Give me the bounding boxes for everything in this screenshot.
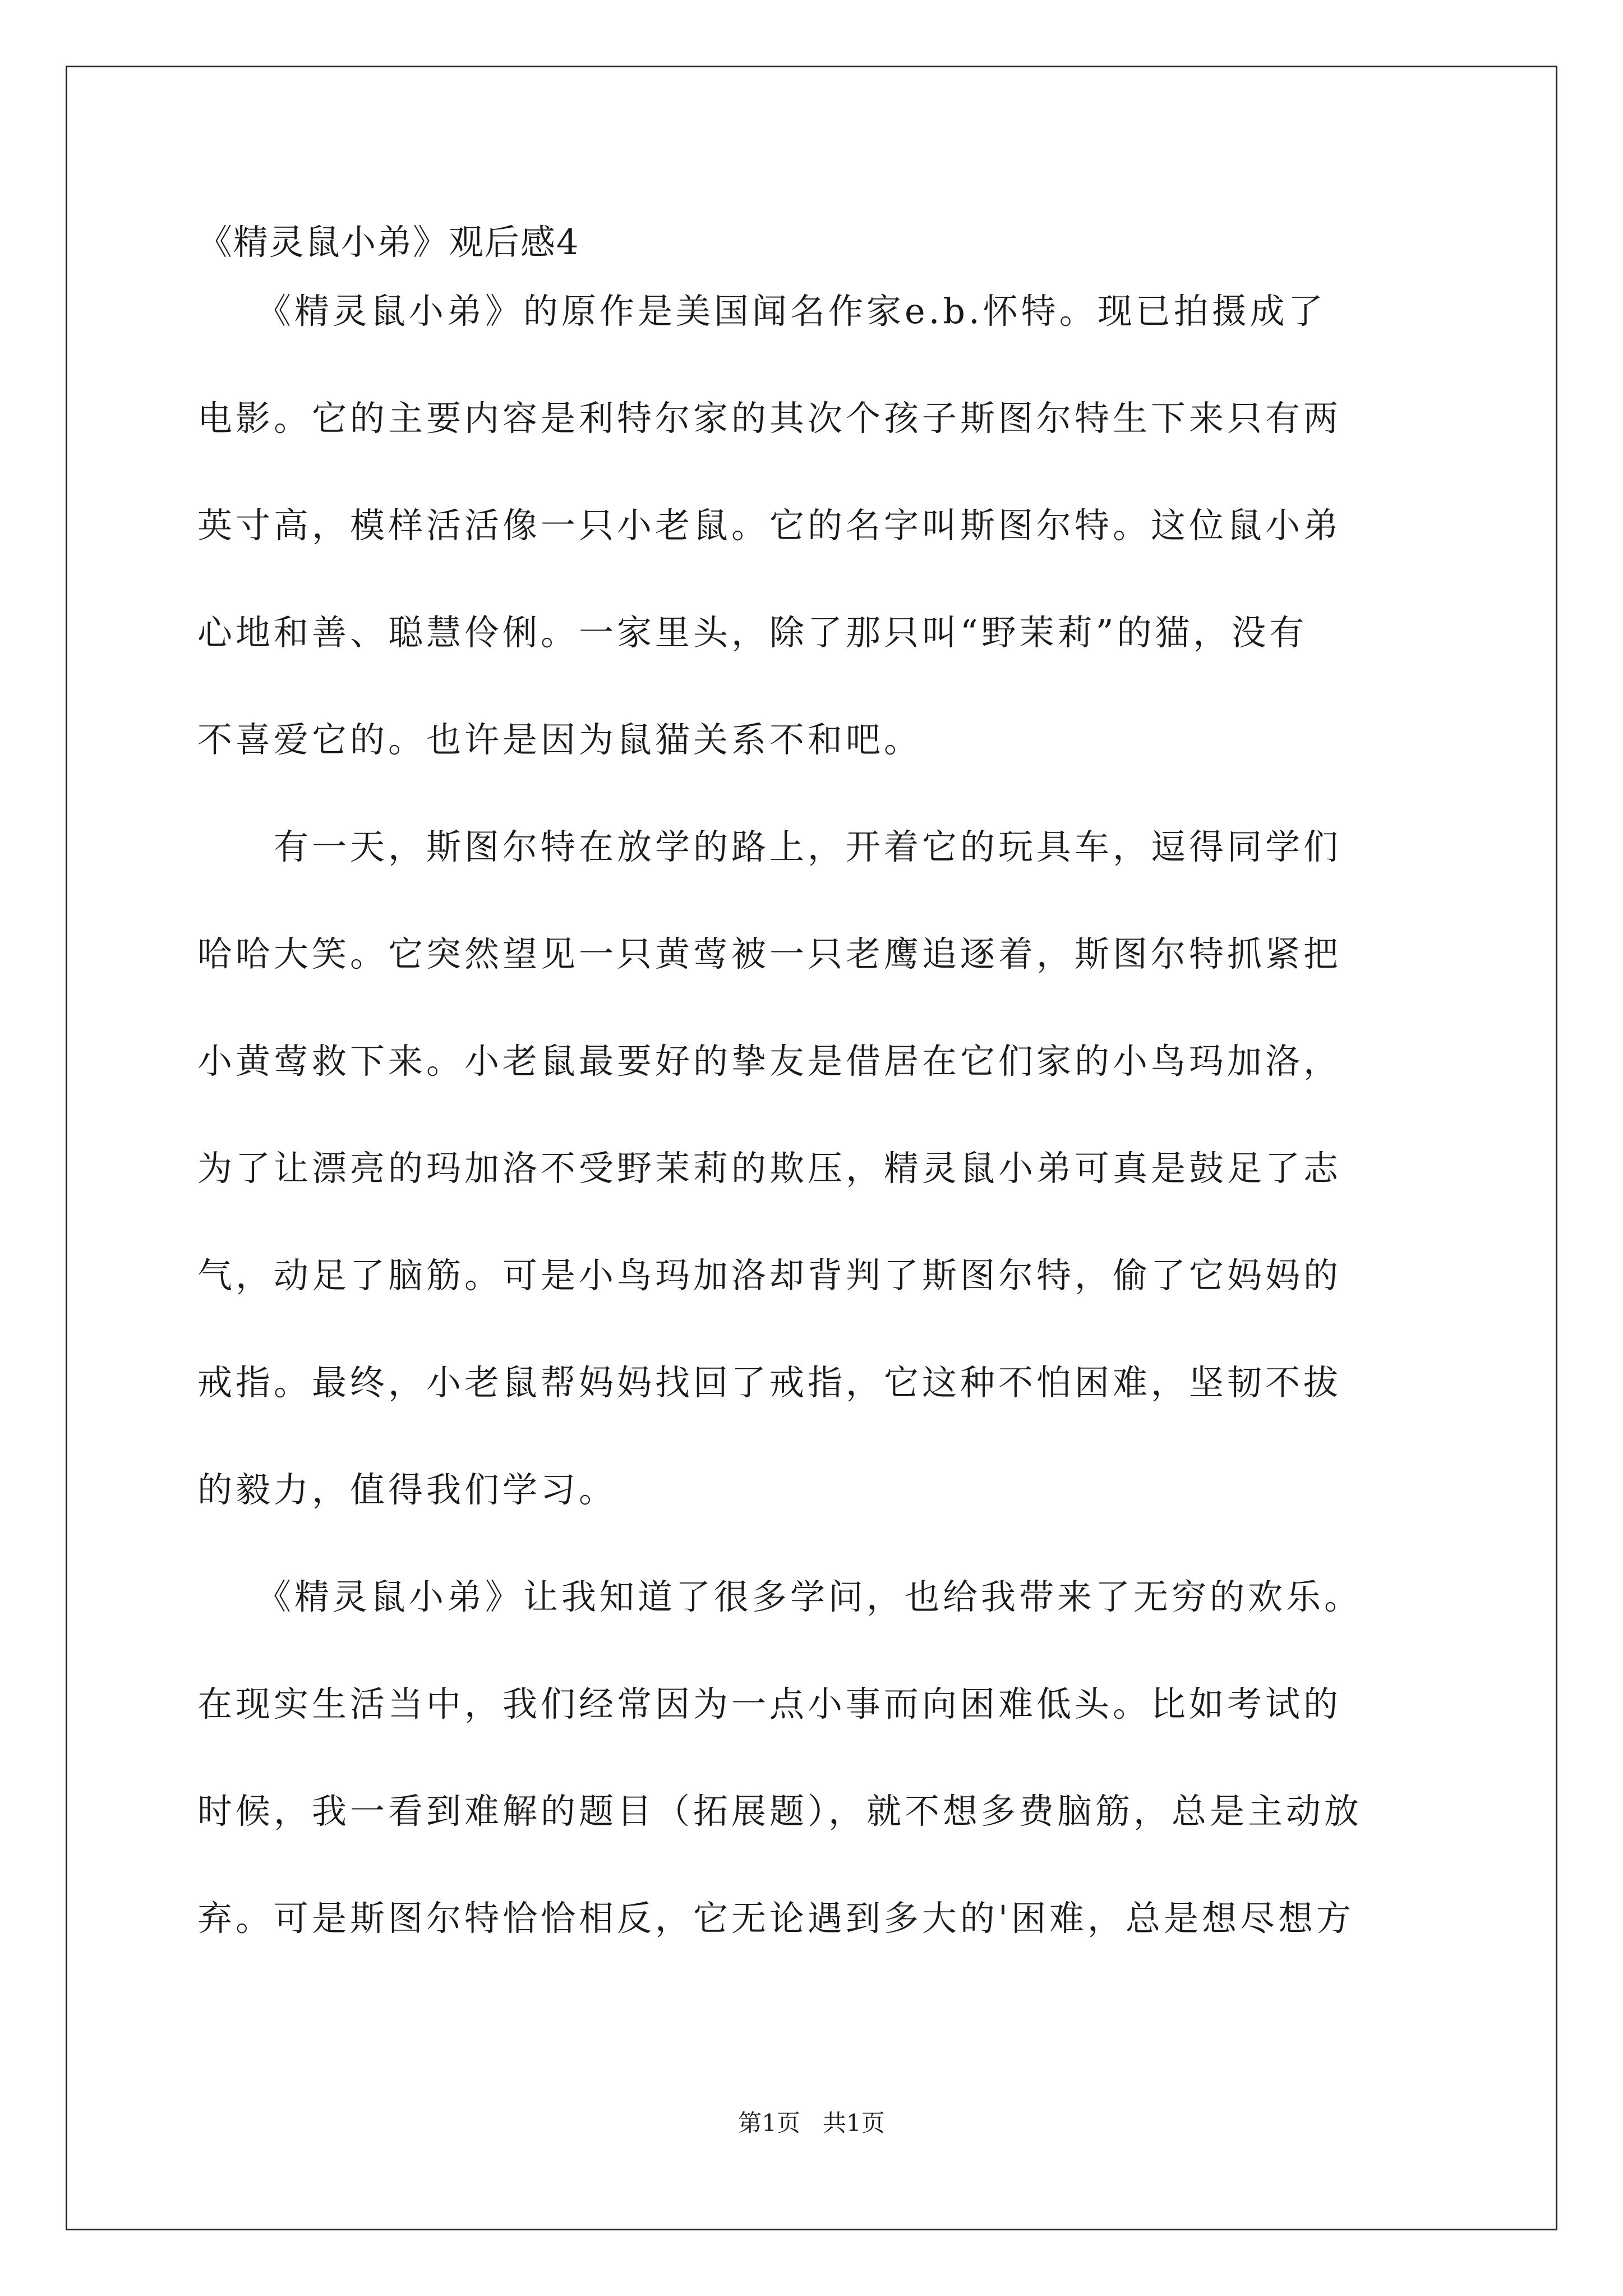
body-line: 的毅力，值得我们学习。 (197, 1469, 617, 1510)
body-line: 戒指。最终，小老鼠帮妈妈找回了戒指，它这种不怕困难，坚韧不拔 (197, 1362, 1342, 1403)
body-line: 时候，我一看到难解的题目（拓展题），就不想多费脑筋，总是主动放 (197, 1791, 1363, 1832)
page-footer: 第1页 共1页 (738, 2109, 885, 2137)
body-line: 气，动足了脑筋。可是小鸟玛加洛却背判了斯图尔特，偷了它妈妈的 (197, 1255, 1342, 1296)
document-title: 《精灵鼠小弟》观后感4 (197, 222, 580, 263)
body-line: 心地和善、聪慧伶俐。一家里头，除了那只叫“野茉莉”的猫，没有 (197, 612, 1308, 653)
body-line: 为了让漂亮的玛加洛不受野茉莉的欺压，精灵鼠小弟可真是鼓足了志 (197, 1148, 1342, 1189)
body-line: 弃。可是斯图尔特恰恰相反，它无论遇到多大的'困难，总是想尽想方 (197, 1898, 1355, 1939)
body-line: 《精灵鼠小弟》让我知道了很多学问，也给我带来了无穷的欢乐。 (197, 1576, 1363, 1617)
body-line: 英寸高，模样活活像一只小老鼠。它的名字叫斯图尔特。这位鼠小弟 (197, 505, 1342, 546)
body-line: 哈哈大笑。它突然望见一只黄莺被一只老鹰追逐着，斯图尔特抓紧把 (197, 933, 1342, 974)
body-line: 不喜爱它的。也许是因为鼠猫关系不和吧。 (197, 719, 923, 760)
body-line: 《精灵鼠小弟》的原作是美国闻名作家e.b.怀特。现已拍摄成了 (197, 291, 1326, 332)
document-body (197, 289, 1431, 2003)
body-line: 电影。它的主要内容是利特尔家的其次个孩子斯图尔特生下来只有两 (197, 398, 1342, 439)
body-line: 有一天，斯图尔特在放学的路上，开着它的玩具车，逗得同学们 (197, 826, 1342, 867)
body-line: 小黄莺救下来。小老鼠最要好的挚友是借居在它们家的小鸟玛加洛， (197, 1041, 1342, 1082)
body-line: 在现实生活当中，我们经常因为一点小事而向困难低头。比如考试的 (197, 1683, 1342, 1724)
